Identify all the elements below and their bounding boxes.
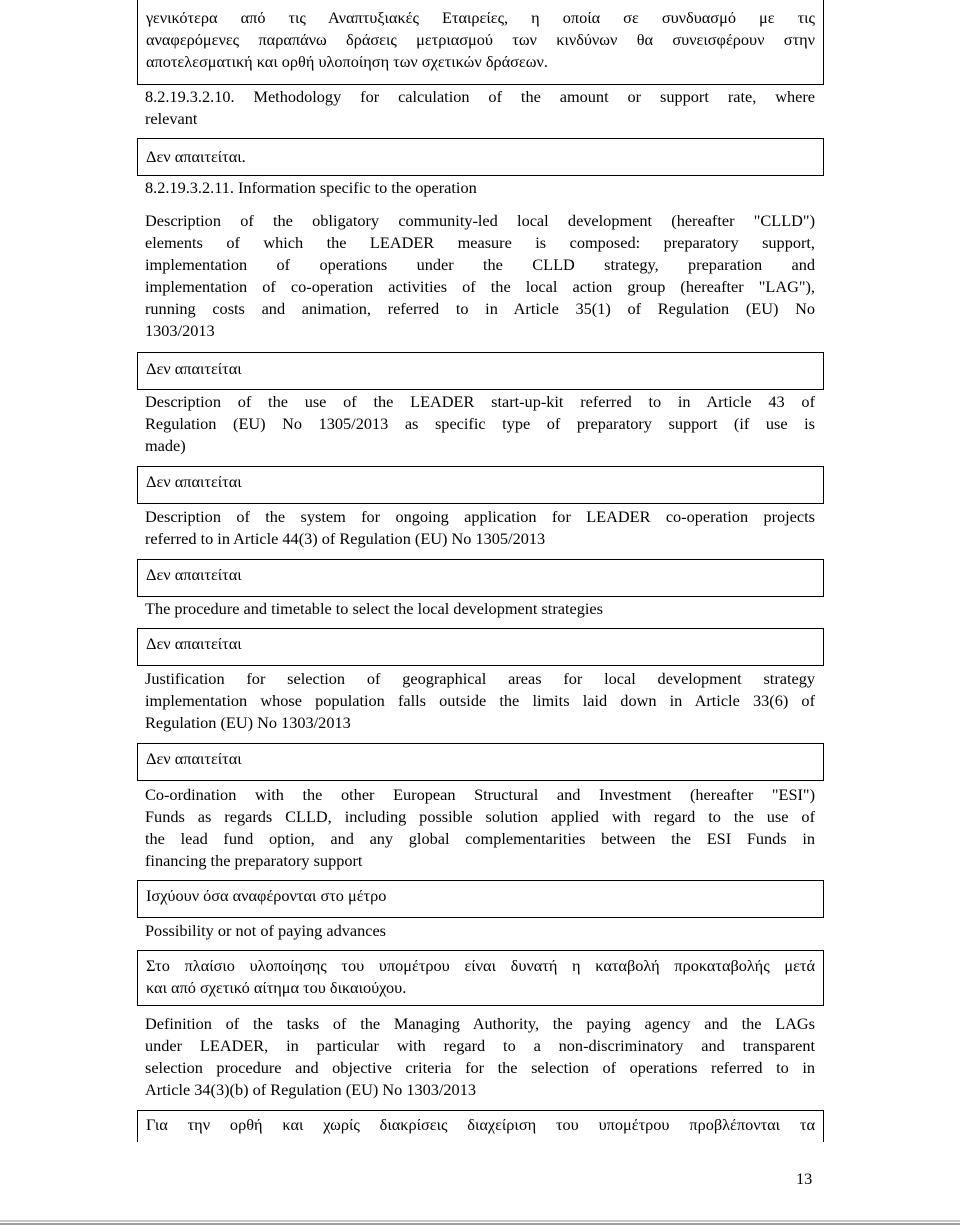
heading-line-2: relevant <box>145 109 198 128</box>
question-clld-elements <box>145 210 815 342</box>
question-line: Description of the obligatory community-led local development (hereafter "CLLD") <box>145 211 815 230</box>
question-line: Possibility or not of paying advances <box>145 921 387 940</box>
answer-text: Ισχύουν όσα αναφέρονται στο μέτρο <box>146 886 387 905</box>
question-line: Article 34(3)(b) of Regulation (EU) No 1303/2013 <box>145 1080 476 1099</box>
intro-line-3: αποτελεσματική και ορθή υλοποίηση των σχετικών δράσεων. <box>146 52 548 71</box>
answer-box-methodology <box>137 138 824 176</box>
question-line: 1303/2013 <box>145 321 215 340</box>
question-line: Description of the system for ongoing application for LEADER co-operation projects <box>145 507 815 526</box>
question-line: Co-ordination with the other European Structural and Investment (hereafter "ESI") <box>145 785 815 804</box>
answer-text: Δεν απαιτείται. <box>146 147 246 166</box>
intro-text-box <box>137 0 824 85</box>
answer-box-advances <box>137 950 824 1006</box>
intro-line-1: γενικότερα από τις Αναπτυξιακές Εταιρείες, η οποία σε συνδυασμό με τις <box>146 8 815 27</box>
answer-text: Δεν απαιτείται <box>146 472 242 491</box>
question-line: implementation whose population falls outside the limits laid down in Article 33(6) of <box>145 691 815 710</box>
answer-line: και από σχετικό αίτημα του δικαιούχου. <box>146 978 407 997</box>
question-line: under LEADER, in particular with regard to a non-discriminatory and transparent <box>145 1036 815 1055</box>
question-line: Regulation (EU) No 1305/2013 as specific type of preparatory support (if use is <box>145 414 815 433</box>
question-line: elements of which the LEADER measure is composed: preparatory support, <box>145 233 815 252</box>
section-heading-methodology <box>145 86 815 130</box>
heading-text: 8.2.19.3.2.11. Information specific to the operation <box>145 178 477 197</box>
question-line: Regulation (EU) No 1303/2013 <box>145 713 351 732</box>
answer-text: Δεν απαιτείται <box>146 634 242 653</box>
question-managing-authority-tasks <box>145 1013 815 1101</box>
question-line: financing the preparatory support <box>145 851 363 870</box>
intro-line-2: αναφερόμενες παραπάνω δράσεις μετριασμού των κινδύνων θα συνεισφέρουν στην <box>146 30 815 49</box>
question-line: The procedure and timetable to select the local development strategies <box>145 599 603 618</box>
question-esi-coordination <box>145 784 815 872</box>
question-geographical-areas <box>145 668 815 734</box>
question-line: Funds as regards CLLD, including possible solution applied with regard to the use of <box>145 807 815 826</box>
section-heading-information <box>145 177 815 199</box>
question-line: referred to in Article 44(3) of Regulation (EU) No 1305/2013 <box>145 529 546 548</box>
question-line: Description of the use of the LEADER start-up-kit referred to in Article 43 of <box>145 392 815 411</box>
answer-box-clld-elements <box>137 352 824 390</box>
footer-divider <box>0 1220 960 1225</box>
answer-box-managing-authority-tasks <box>137 1110 824 1142</box>
question-line: implementation of operations under the CLLD strategy, preparation and <box>145 255 815 274</box>
question-advances <box>145 920 815 942</box>
question-line: running costs and animation, referred to in Article 35(1) of Regulation (EU) No <box>145 299 815 318</box>
question-procedure-timetable <box>145 598 815 620</box>
answer-box-procedure-timetable <box>137 628 824 666</box>
answer-box-start-up-kit <box>137 466 824 504</box>
question-ongoing-application <box>145 506 815 550</box>
question-line: made) <box>145 436 186 455</box>
page-number: 13 <box>796 1169 813 1188</box>
question-line: the lead fund option, and any global complementarities between the ESI Funds in <box>145 829 815 848</box>
answer-box-ongoing-application <box>137 559 824 597</box>
answer-line: Στο πλαίσιο υλοποίησης του υπομέτρου είναι δυνατή η καταβολή προκαταβολής μετά <box>146 956 815 975</box>
answer-text: Δεν απαιτείται <box>146 749 242 768</box>
question-start-up-kit <box>145 391 815 457</box>
answer-box-esi-coordination <box>137 880 824 918</box>
answer-line: Για την ορθή και χωρίς διακρίσεις διαχείριση του υπομέτρου προβλέπονται τα <box>146 1115 815 1134</box>
question-line: Definition of the tasks of the Managing Authority, the paying agency and the LAGs <box>145 1014 815 1033</box>
answer-text: Δεν απαιτείται <box>146 359 242 378</box>
heading-line-1: 8.2.19.3.2.10. Methodology for calculation of the amount or support rate, where <box>145 87 815 106</box>
question-line: implementation of co-operation activities of the local action group (hereafter "LAG"), <box>145 277 815 296</box>
answer-text: Δεν απαιτείται <box>146 565 242 584</box>
answer-box-geographical-areas <box>137 743 824 781</box>
question-line: selection procedure and objective criteria for the selection of operations referred to in <box>145 1058 815 1077</box>
question-line: Justification for selection of geographical areas for local development strategy <box>145 669 815 688</box>
